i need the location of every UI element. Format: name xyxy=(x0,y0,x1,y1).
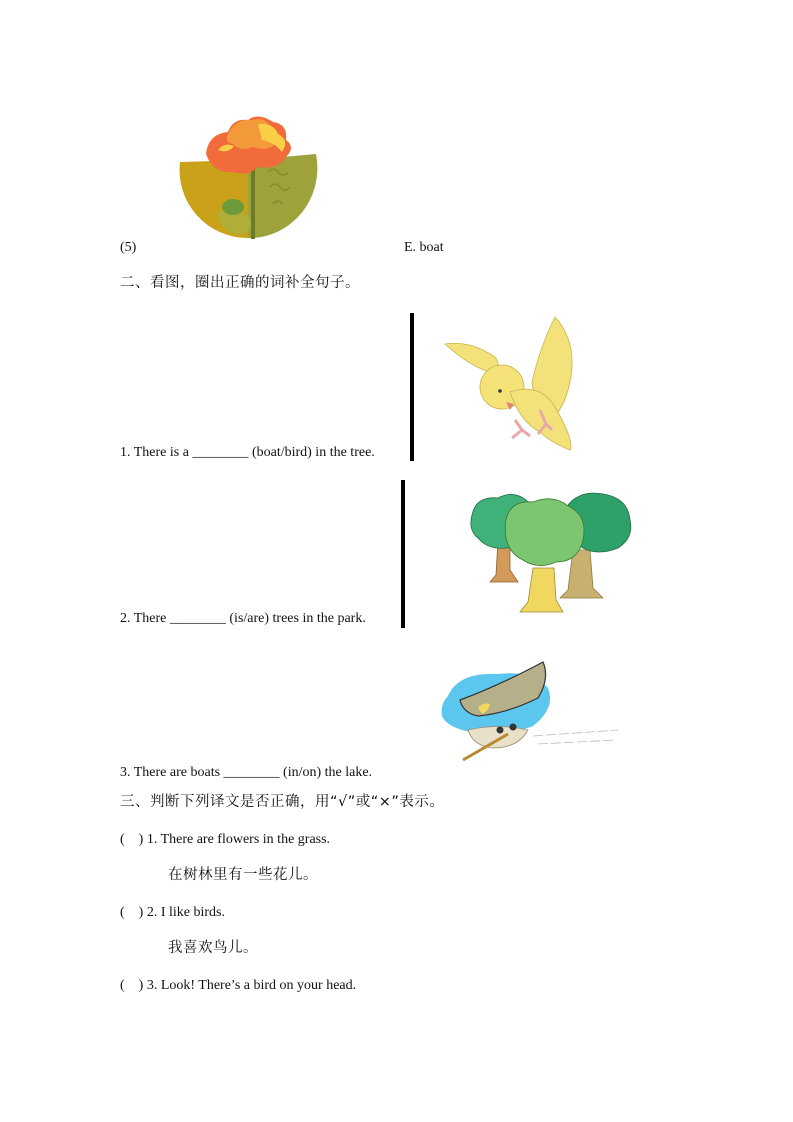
item-english: 3. Look! There’s a bird on your head. xyxy=(146,978,357,993)
bird-image xyxy=(440,312,585,457)
answer-blank-2[interactable] xyxy=(120,905,225,921)
section2-heading: 二、看图，圈出正确的词补全句子。 xyxy=(120,275,360,291)
answer-paren: ( ) xyxy=(120,905,144,920)
item-chinese: 在树林里有一些花儿。 xyxy=(168,867,318,883)
answer-paren: ( ) xyxy=(120,978,144,993)
item-number: (5) xyxy=(120,240,137,255)
trees-icon xyxy=(468,490,636,614)
boats-image xyxy=(438,658,622,766)
item-english: 2. I like birds. xyxy=(146,905,225,920)
flower-image xyxy=(178,112,318,240)
vertical-divider xyxy=(410,313,414,461)
bird-icon xyxy=(440,312,585,457)
answer-paren: ( ) xyxy=(120,832,144,847)
question-2-text: 2. There ________ (is/are) trees in the park. xyxy=(120,611,366,626)
answer-blank-1[interactable] xyxy=(120,832,330,848)
boats-icon xyxy=(438,658,622,766)
question-3-text: 3. There are boats ________ (in/on) the lake. xyxy=(120,765,373,780)
question-1-text: 1. There is a ________ (boat/bird) in the tree. xyxy=(120,445,375,460)
vertical-divider xyxy=(401,480,405,628)
section3-heading: 三、判断下列译文是否正确，用“√”或“×”表示。 xyxy=(120,794,445,810)
item-english: 1. There are flowers in the grass. xyxy=(146,832,331,847)
trees-image xyxy=(468,490,636,614)
option-label: E. boat xyxy=(404,240,444,255)
answer-blank-3[interactable] xyxy=(120,978,356,994)
flower-icon xyxy=(178,112,318,240)
item-chinese: 我喜欢鸟儿。 xyxy=(168,940,258,956)
